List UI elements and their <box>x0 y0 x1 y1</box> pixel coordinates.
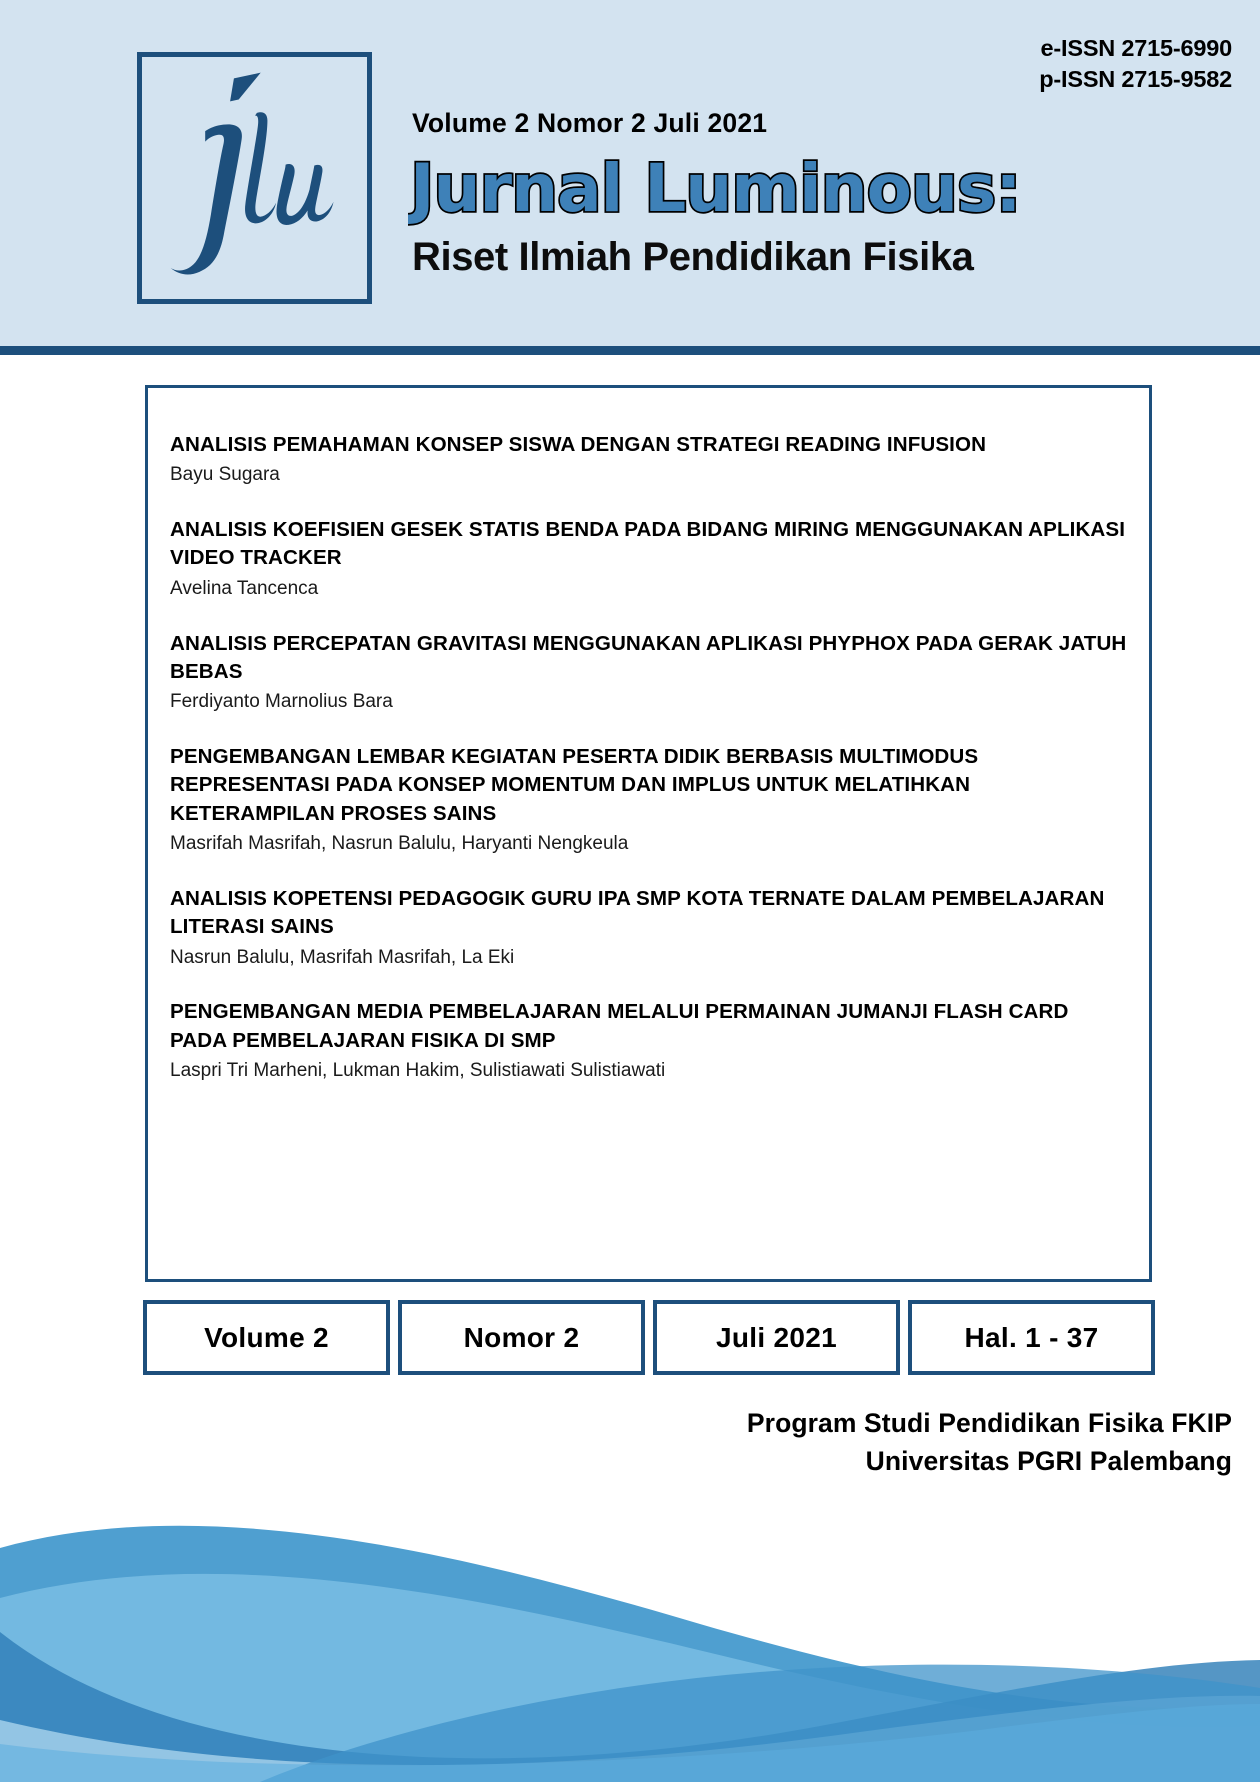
journal-logo-box <box>137 52 372 304</box>
journal-title-wrap <box>408 145 1218 233</box>
article-title: PENGEMBANGAN LEMBAR KEGIATAN PESERTA DIDIK BERBASIS MULTIMODUS REPRESENTASI PADA KONSEP MOMENTUM DAN IMPLUS UNTUK MELATIHKAN KETERAMPILAN PROSES SAINS <box>170 744 979 825</box>
article-authors: Bayu Sugara <box>170 464 280 486</box>
journal-title-text: Jurnal Luminous: <box>410 150 1021 227</box>
article-authors: Ferdiyanto Marnolius Bara <box>170 691 393 713</box>
article-entry <box>170 431 1127 488</box>
publisher-line-1: Program Studi Pendidikan Fisika FKIP <box>746 1408 1232 1438</box>
issue-info-row <box>143 1300 1155 1375</box>
article-entry <box>170 516 1127 601</box>
issue-pages-box: Hal. 1 - 37 <box>908 1300 1155 1375</box>
article-entry <box>170 743 1127 857</box>
article-authors: Laspri Tri Marheni, Lukman Hakim, Sulistiawati Sulistiawati <box>170 1060 666 1082</box>
journal-title-graphic <box>408 145 1218 233</box>
issue-number-box: Nomor 2 <box>398 1300 645 1375</box>
table-of-contents-box <box>145 385 1152 1282</box>
volume-line: Volume 2 Nomor 2 Juli 2021 <box>412 108 768 138</box>
publisher-block <box>747 1404 1232 1481</box>
article-list <box>148 388 1149 1084</box>
issn-block <box>1039 33 1232 96</box>
article-entry <box>170 885 1127 970</box>
article-authors: Avelina Tancenca <box>170 577 319 599</box>
article-title: ANALISIS PERCEPATAN GRAVITASI MENGGUNAKAN APLIKASI PHYPHOX PADA GERAK JATUH BEBAS <box>170 631 1127 683</box>
article-title: PENGEMBANGAN MEDIA PEMBELAJARAN MELALUI PERMAINAN JUMANJI FLASH CARD PADA PEMBELAJARAN FISIKA DI SMP <box>170 1000 1069 1052</box>
jlu-logo-icon <box>142 57 367 299</box>
masthead <box>408 108 1218 280</box>
cover-header-band <box>0 0 1260 355</box>
article-authors: Masrifah Masrifah, Nasrun Balulu, Haryanti Nengkeula <box>170 833 629 855</box>
article-title: ANALISIS KOEFISIEN GESEK STATIS BENDA PADA BIDANG MIRING MENGGUNAKAN APLIKASI VIDEO TRACKER <box>170 518 1126 570</box>
issn-electronic: e-ISSN 2715-6990 <box>1040 35 1232 61</box>
article-authors: Nasrun Balulu, Masrifah Masrifah, La Eki <box>170 946 515 968</box>
article-entry <box>170 998 1127 1083</box>
wave-graphic <box>0 1482 1260 1782</box>
article-entry <box>170 630 1127 715</box>
issue-volume-box: Volume 2 <box>143 1300 390 1375</box>
journal-subtitle: Riset Ilmiah Pendidikan Fisika <box>412 235 974 279</box>
article-title: ANALISIS PEMAHAMAN KONSEP SISWA DENGAN STRATEGI READING INFUSION <box>170 433 987 456</box>
issue-date-box: Juli 2021 <box>653 1300 900 1375</box>
article-title: ANALISIS KOPETENSI PEDAGOGIK GURU IPA SMP KOTA TERNATE DALAM PEMBELAJARAN LITERASI SAINS <box>170 886 1105 939</box>
publisher-line-2: Universitas PGRI Palembang <box>865 1446 1232 1477</box>
wave-footer-decoration <box>0 1482 1260 1782</box>
issn-print: p-ISSN 2715-9582 <box>1039 66 1232 93</box>
